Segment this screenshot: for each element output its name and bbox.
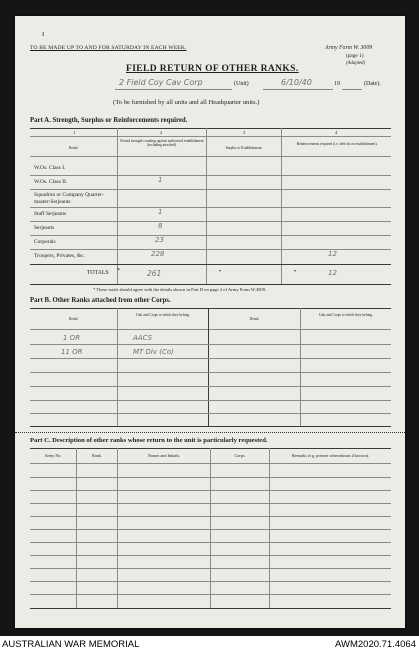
part-c-header-rank: Rank. xyxy=(92,453,102,458)
row-detail: Squadron or Company Quarter-master-Serjeants xyxy=(34,192,104,205)
asterisk-mark: • xyxy=(219,269,222,275)
archive-footer xyxy=(0,636,419,653)
totals-reinf: 12 xyxy=(328,269,337,277)
furnished-note: (To be furnished by all units and all Headquarter units.) xyxy=(113,99,260,106)
attached-unit: MT Div (Co) xyxy=(133,348,174,356)
asterisk-mark: * xyxy=(117,268,120,274)
row-rule xyxy=(30,235,391,236)
year-underline xyxy=(342,89,362,90)
part-c-header-army-no: Army No. xyxy=(44,453,62,458)
col-number-2: 2 xyxy=(160,130,163,135)
unit-value: 2 Field Coy Cav Corp xyxy=(119,78,203,87)
make-up-instruction: TO BE MADE UP TO AND FOR SATURDAY IN EACH WEEK. xyxy=(30,45,187,51)
totals-footnote: * These totals should agree with the details shown in Part D on page 2 of Army Form W.3009. xyxy=(93,287,267,292)
attached-detail: 11 OR xyxy=(61,348,83,356)
part-a-col-divider xyxy=(281,128,282,284)
part-b-col-divider xyxy=(117,308,118,426)
totals-label: TOTALS xyxy=(87,270,109,276)
part-b-header-detail: Detail. xyxy=(68,317,79,321)
row-posted: 1 xyxy=(158,176,163,184)
part-a-bottom-rule xyxy=(30,284,391,285)
row-rule xyxy=(30,594,391,595)
row-rule xyxy=(30,207,391,208)
row-rule xyxy=(30,503,391,504)
part-c-header-corps: Corps. xyxy=(234,453,246,458)
footer-accession: AWM2020.71.4064 xyxy=(335,639,416,650)
row-rule xyxy=(30,175,391,176)
part-a-header-rule xyxy=(30,156,391,157)
part-b-center-divider xyxy=(208,308,209,426)
date-value: 6/10/40 xyxy=(281,78,312,87)
row-detail: Serjeants xyxy=(34,225,55,231)
unit-label: (Unit) xyxy=(234,81,249,87)
part-c-bottom-rule xyxy=(30,608,391,609)
unit-underline xyxy=(115,89,232,90)
part-a-col-divider xyxy=(117,128,118,284)
row-rule xyxy=(30,529,391,530)
row-reinf: 12 xyxy=(328,250,337,258)
part-a-top-rule xyxy=(30,128,391,129)
header-surplus: Surplus to Establishment. xyxy=(225,146,263,150)
attached-unit: AACS xyxy=(133,334,153,342)
row-rule xyxy=(30,358,391,359)
perforation-line xyxy=(15,432,405,433)
part-c-header-remarks: Remarks (e.g. present whereabouts if known). xyxy=(291,453,370,458)
row-detail: Troopers, Privates, &c. xyxy=(34,253,85,259)
header-reinforcements: Reinforcements required (i.e. deficits on establishment). xyxy=(296,142,378,146)
part-b-header-rule xyxy=(30,329,391,330)
row-rule xyxy=(30,555,391,556)
row-posted: 23 xyxy=(155,236,164,244)
part-b-top-rule xyxy=(30,308,391,309)
footer-source: AUSTRALIAN WAR MEMORIAL xyxy=(2,639,140,650)
col-number-1: 1 xyxy=(73,130,76,135)
page-number: (page 1) xyxy=(346,53,364,59)
row-rule xyxy=(30,516,391,517)
row-rule xyxy=(30,490,391,491)
row-rule xyxy=(30,568,391,569)
date-label: (Date). xyxy=(364,81,381,87)
adapted-note: (Adapted) xyxy=(346,61,366,66)
row-rule xyxy=(30,189,391,190)
part-b-title: Part B. Other Ranks attached from other Corps. xyxy=(30,297,171,304)
header-posted-strength: Posted strength counting against authorised establishment (including attached). xyxy=(120,139,204,147)
totals-top-rule xyxy=(30,264,391,265)
part-c-title: Part C. Description of other ranks whose return to the unit is particularly requested. xyxy=(30,437,268,444)
row-rule xyxy=(30,400,391,401)
top-left-mark: ı xyxy=(42,29,45,38)
row-detail: Staff Serjeants xyxy=(34,211,67,217)
part-b-bottom-rule xyxy=(30,426,391,427)
part-b-header-unit-2: Unit and Corps to which they belong. xyxy=(319,313,373,317)
row-rule xyxy=(30,477,391,478)
row-posted: 1 xyxy=(158,208,163,216)
row-detail: W.Os. Class I. xyxy=(34,165,66,171)
row-rule xyxy=(30,344,391,345)
part-b-col-divider xyxy=(300,308,301,426)
part-a-title: Part A. Strength, Surplus or Reinforcements required. xyxy=(30,117,188,124)
row-detail: Corporals xyxy=(34,239,56,245)
page-title: FIELD RETURN OF OTHER RANKS. xyxy=(126,64,299,74)
row-rule xyxy=(30,413,391,414)
date-underline xyxy=(263,89,333,90)
row-rule xyxy=(30,386,391,387)
row-rule xyxy=(30,581,391,582)
part-a-col-divider xyxy=(206,128,207,284)
part-b-header-unit: Unit and Corps to which they belong. xyxy=(136,313,190,317)
col-number-3: 3 xyxy=(243,130,246,135)
header-detail: Detail. xyxy=(68,146,79,150)
row-rule xyxy=(30,221,391,222)
attached-detail: 1 OR xyxy=(63,334,81,342)
form-sheet xyxy=(15,16,405,628)
row-rule xyxy=(30,372,391,373)
row-posted: 8 xyxy=(158,222,163,230)
row-detail: W.Os. Class II. xyxy=(34,179,68,185)
row-posted: 228 xyxy=(151,250,165,258)
year-prefix: 19 xyxy=(334,81,340,87)
part-c-header-names: Names and Initials. xyxy=(147,453,181,458)
row-rule xyxy=(30,542,391,543)
part-a-col-number-rule xyxy=(30,136,391,137)
part-b-header-detail-2: Detail. xyxy=(249,317,260,321)
totals-posted: 261 xyxy=(147,269,162,278)
col-number-4: 4 xyxy=(335,130,338,135)
asterisk-mark: • xyxy=(294,269,297,275)
army-form-number: Army Form W. 3009 xyxy=(325,45,373,51)
